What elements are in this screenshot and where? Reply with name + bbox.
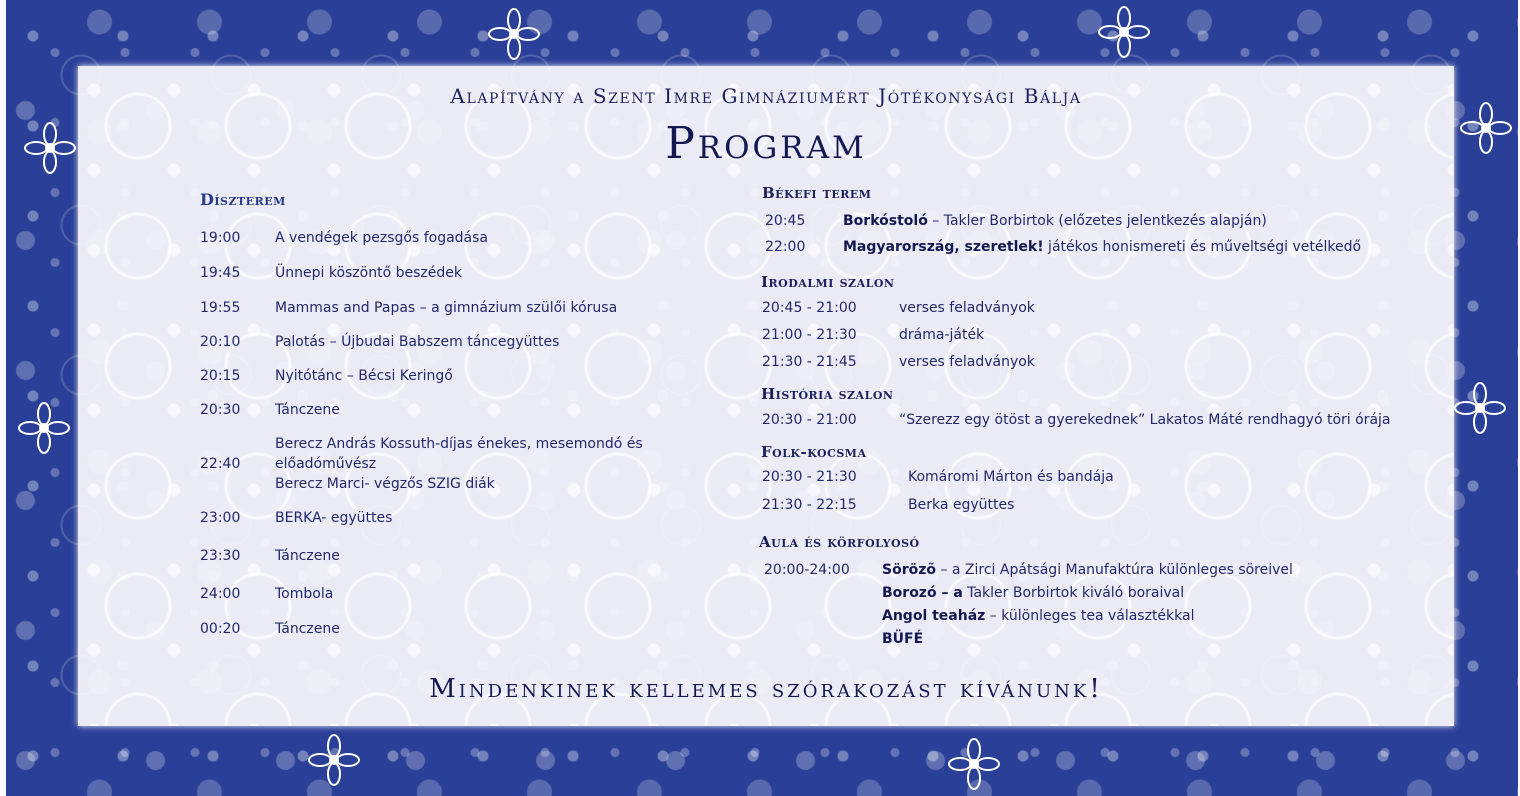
flower-ornament-icon: [306, 732, 362, 788]
flower-ornament-icon: [946, 736, 1002, 792]
schedule-time: 20:30: [200, 402, 241, 418]
schedule-event: Palotás – Újbudai Babszem táncegyüttes: [275, 334, 560, 350]
schedule-event: Berecz András Kossuth-díjas énekes, mesemondó és előadóművész: [275, 436, 643, 472]
schedule-event: Tánczene: [275, 548, 340, 564]
schedule-event: verses feladványok: [899, 354, 1035, 370]
schedule-event: verses feladványok: [899, 300, 1035, 316]
schedule-time: 21:00 - 21:30: [762, 327, 857, 343]
event-subtitle: Alapítvány a Szent Imre Gimnáziumért Jótékonysági Bálja: [450, 84, 1082, 108]
schedule-event: Komáromi Márton és bandája: [908, 469, 1114, 485]
section-heading-bekefi: Békefi terem: [762, 184, 872, 202]
flower-ornament-icon: [16, 400, 72, 456]
schedule-event: [882, 562, 1293, 578]
schedule-time: 23:00: [200, 510, 241, 526]
section-heading-historia: História szalon: [761, 385, 894, 403]
event-detail: – különleges tea választékkal: [985, 608, 1195, 624]
schedule-time: 23:30: [200, 548, 241, 564]
event-name: Magyarország, szeretlek!: [843, 239, 1044, 255]
event-name: BÜFÉ: [882, 631, 924, 647]
schedule-event: [882, 631, 923, 647]
schedule-event: Mammas and Papas – a gimnázium szülői kórusa: [275, 300, 618, 316]
schedule-time: 20:10: [200, 334, 241, 350]
schedule-time: 19:55: [200, 300, 241, 316]
schedule-time: 21:30 - 21:45: [762, 354, 857, 370]
schedule-time: 20:00-24:00: [764, 562, 850, 578]
schedule-event: [843, 213, 1267, 229]
event-detail: – Takler Borbirtok (előzetes jelentkezés alapján): [927, 213, 1267, 229]
event-name: Borozó – a: [882, 585, 963, 601]
schedule-time: 20:30 - 21:00: [762, 412, 857, 428]
closing-message: Mindenkinek kellemes szórakozást kívánunk!: [429, 674, 1103, 704]
schedule-event-secondary: Berecz Marci- végzős SZIG diák: [275, 476, 495, 492]
schedule-time: 20:45: [765, 213, 806, 229]
schedule-event: Berka együttes: [908, 497, 1015, 513]
schedule-time: 19:45: [200, 265, 241, 281]
schedule-time: 22:00: [765, 239, 806, 255]
schedule-time: 21:30 - 22:15: [762, 497, 857, 513]
schedule-event: [843, 239, 1361, 255]
section-heading-folk: Folk-kocsma: [761, 443, 867, 461]
schedule-event: Tombola: [275, 586, 334, 602]
schedule-time: 00:20: [200, 621, 241, 637]
flower-ornament-icon: [1096, 4, 1152, 60]
event-detail: Takler Borbirtok kiváló boraival: [962, 585, 1185, 601]
schedule-event: Tánczene: [275, 402, 340, 418]
schedule-event: [882, 608, 1195, 624]
event-name: Angol teaház: [882, 608, 986, 624]
schedule-time: 24:00: [200, 586, 241, 602]
schedule-time: 22:40: [200, 456, 241, 472]
flower-ornament-icon: [22, 120, 78, 176]
schedule-event: dráma-játék: [899, 327, 985, 343]
schedule-time: 20:15: [200, 368, 241, 384]
schedule-event: A vendégek pezsgős fogadása: [275, 230, 488, 246]
flower-ornament-icon: [486, 6, 542, 62]
schedule-event: Tánczene: [275, 621, 340, 637]
program-panel: [78, 66, 1454, 726]
schedule-time: 20:45 - 21:00: [762, 300, 857, 316]
schedule-event: “Szerezz egy ötöst a gyerekednek” Lakatos Máté rendhagyó töri órája: [899, 412, 1391, 428]
schedule-event: Nyitótánc – Bécsi Keringő: [275, 368, 453, 384]
event-name: Borkóstoló: [843, 213, 928, 229]
section-heading-aula: Aula és körfolyosó: [759, 533, 920, 551]
event-detail: játékos honismereti és műveltségi vetélkedő: [1043, 239, 1362, 255]
schedule-event: Ünnepi köszöntő beszédek: [275, 265, 462, 281]
schedule-event: BERKA- együttes: [275, 510, 393, 526]
flower-ornament-icon: [1452, 380, 1508, 436]
section-heading-irodalmi: Irodalmi szalon: [761, 273, 895, 291]
section-heading-diszterem: Díszterem: [200, 190, 286, 209]
schedule-time: 19:00: [200, 230, 241, 246]
flower-ornament-icon: [1458, 100, 1514, 156]
schedule-time: 20:30 - 21:30: [762, 469, 857, 485]
event-detail: – a Zirci Apátsági Manufaktúra különleges söreivel: [936, 562, 1293, 578]
decorative-blue-floral-frame: [6, 0, 1518, 796]
event-name: Sörözõ: [882, 562, 936, 578]
page-title: Program: [665, 118, 867, 169]
schedule-event: [882, 585, 1184, 601]
